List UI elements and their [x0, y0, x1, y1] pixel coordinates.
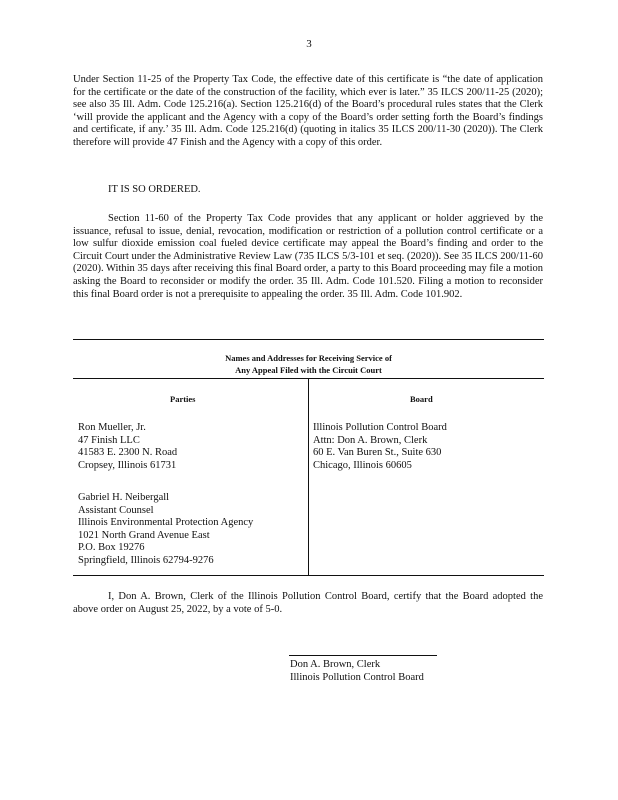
service-title-line1: Names and Addresses for Receiving Service of: [225, 353, 392, 363]
signature-line: [289, 655, 437, 656]
signature-block: Don A. Brown, Clerk Illinois Pollution Control Board: [290, 659, 424, 683]
table-column-divider: [308, 378, 309, 575]
appeal-rights-paragraph: [73, 213, 543, 301]
appeal-rights-text: Section 11-60 of the Property Tax Code provides that any applicant or holder aggrieved by the issuance, refusal to issue, denial, revocation, modification or restriction of a pollution control certificate or a low sulfur dioxide emission coal fueled device certificate may appeal the Board’s finding and order to the Circuit Court under the Administrative Review Law (735 ILCS 5/3-101 et seq. (2020)). See 35 ILCS 200/11-60 (2020). Within 35 days after receiving this final Board order, a party to this Board proceeding may file a motion asking the Board to reconsider or modify the order. 35 Ill. Adm. Code 101.520. Filing a motion to reconsider this final Board order is not a prerequisite to appealing the order. 35 Ill. Adm. Code 101.902.: [73, 213, 543, 300]
service-table-title: [73, 352, 544, 376]
page-number: 3: [306, 38, 312, 50]
clerk-certification-text: I, Don A. Brown, Clerk of the Illinois Pollution Control Board, certify that the Board adopted the above order on August 25, 2022, by a vote of 5-0.: [73, 591, 543, 615]
party-address-mueller: Ron Mueller, Jr. 47 Finish LLC 41583 E. 2300 N. Road Cropsey, Illinois 61731: [78, 422, 178, 471]
table-bottom-rule: [73, 575, 544, 576]
service-title-line2: Any Appeal Filed with the Circuit Court: [235, 365, 382, 375]
board-column-header: Board: [410, 394, 433, 404]
parties-column-header: Parties: [170, 394, 196, 404]
table-top-rule: [73, 339, 544, 340]
clerk-certification-paragraph: [73, 591, 543, 616]
party-address-neibergall: Gabriel H. Neibergall Assistant Counsel Illinois Environmental Protection Agency 1021 North Grand Avenue East P.O. Box 19276 Springfield, Illinois 62794-9276: [78, 492, 254, 566]
so-ordered-statement: IT IS SO ORDERED.: [108, 184, 201, 195]
board-address: Illinois Pollution Control Board Attn: Don A. Brown, Clerk 60 E. Van Buren St., Suite 630 Chicago, Illinois 60605: [313, 422, 447, 471]
effective-date-paragraph: Under Section 11-25 of the Property Tax Code, the effective date of this certificate is “the date of application for the certificate or the date of the construction of the facility, which ever is later.” 35 ILCS 200/11-25 (2020); see also 35 Ill. Adm. Code 125.216(a). Section 125.216(d) of the Board’s procedural rules states that the Clerk ‘will provide the applicant and the Agency with a copy of the Board’s order setting forth the Board’s findings and certificate, if any.’ 35 Ill. Adm. Code 125.216(d) (quoting in italics 35 ILCS 200/11-30 (2020)). The Clerk therefore will provide 47 Finish and the Agency with a copy of this order.: [73, 74, 543, 148]
